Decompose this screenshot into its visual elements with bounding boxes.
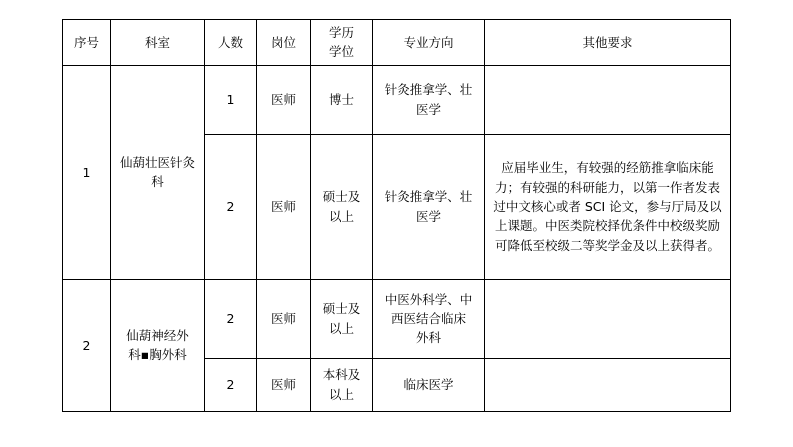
row-count: 2	[205, 279, 257, 358]
header-education-line1: 学历	[328, 25, 354, 40]
row-other	[485, 65, 731, 134]
row-post: 医师	[257, 65, 311, 134]
row-post: 医师	[257, 134, 311, 279]
row-other	[485, 358, 731, 411]
row-education-line1: 硕士及	[322, 301, 361, 317]
row-count: 2	[205, 134, 257, 279]
header-no: 序号	[63, 20, 111, 66]
row-dept-2	[111, 279, 205, 411]
row-other	[485, 279, 731, 358]
row-post: 医师	[257, 358, 311, 411]
row-dept-line1: 仙葫神经外	[126, 327, 189, 343]
row-major-line1: 针灸推拿学、壮	[384, 189, 473, 205]
row-education-line2: 以上	[328, 320, 354, 336]
row-count: 2	[205, 358, 257, 411]
row-major	[373, 279, 485, 358]
header-post: 岗位	[257, 20, 311, 66]
row-other: 应届毕业生，有较强的经筋推拿临床能力；有较强的科研能力，以第一作者发表过中文核心或者 SCI 论文，参与厅局及以上课题。中医类院校择优条件中校级奖励可降低至校级二等奖学金及以上获得者。	[485, 134, 731, 279]
row-major-line2: 西医结合临床	[390, 311, 466, 327]
row-education-line2: 以上	[328, 208, 354, 224]
row-major-line1: 针灸推拿学、壮	[384, 82, 473, 98]
header-education-line2: 学位	[328, 44, 354, 60]
row-education	[311, 134, 373, 279]
row-education-line2: 以上	[328, 386, 354, 402]
row-education	[311, 279, 373, 358]
row-no-2: 2	[63, 279, 111, 411]
row-education-line1: 硕士及	[322, 189, 361, 205]
table-row	[63, 65, 731, 134]
row-dept-line2: 科▪胸外科	[128, 347, 187, 363]
row-major-line1: 中医外科学、中	[384, 291, 473, 307]
row-post: 医师	[257, 279, 311, 358]
row-major: 临床医学	[373, 358, 485, 411]
table-header-row	[63, 20, 731, 66]
recruitment-table	[62, 19, 731, 412]
header-major: 专业方向	[373, 20, 485, 66]
header-education	[311, 20, 373, 66]
row-major-line3: 外科	[415, 330, 441, 346]
row-education-line1: 本科及	[322, 367, 361, 383]
row-dept-1: 仙葫壮医针灸科	[111, 65, 205, 279]
header-other-requirements: 其他要求	[485, 20, 731, 66]
row-count: 1	[205, 65, 257, 134]
recruitment-table-wrapper	[62, 19, 730, 412]
row-major-line2: 医学	[415, 101, 441, 117]
row-major-line2: 医学	[415, 208, 441, 224]
header-dept: 科室	[111, 20, 205, 66]
row-major	[373, 65, 485, 134]
header-count: 人数	[205, 20, 257, 66]
table-row	[63, 279, 731, 358]
row-education: 博士	[311, 65, 373, 134]
row-education	[311, 358, 373, 411]
table-body	[63, 65, 731, 411]
table-header	[63, 20, 731, 66]
row-no-1: 1	[63, 65, 111, 279]
row-major	[373, 134, 485, 279]
